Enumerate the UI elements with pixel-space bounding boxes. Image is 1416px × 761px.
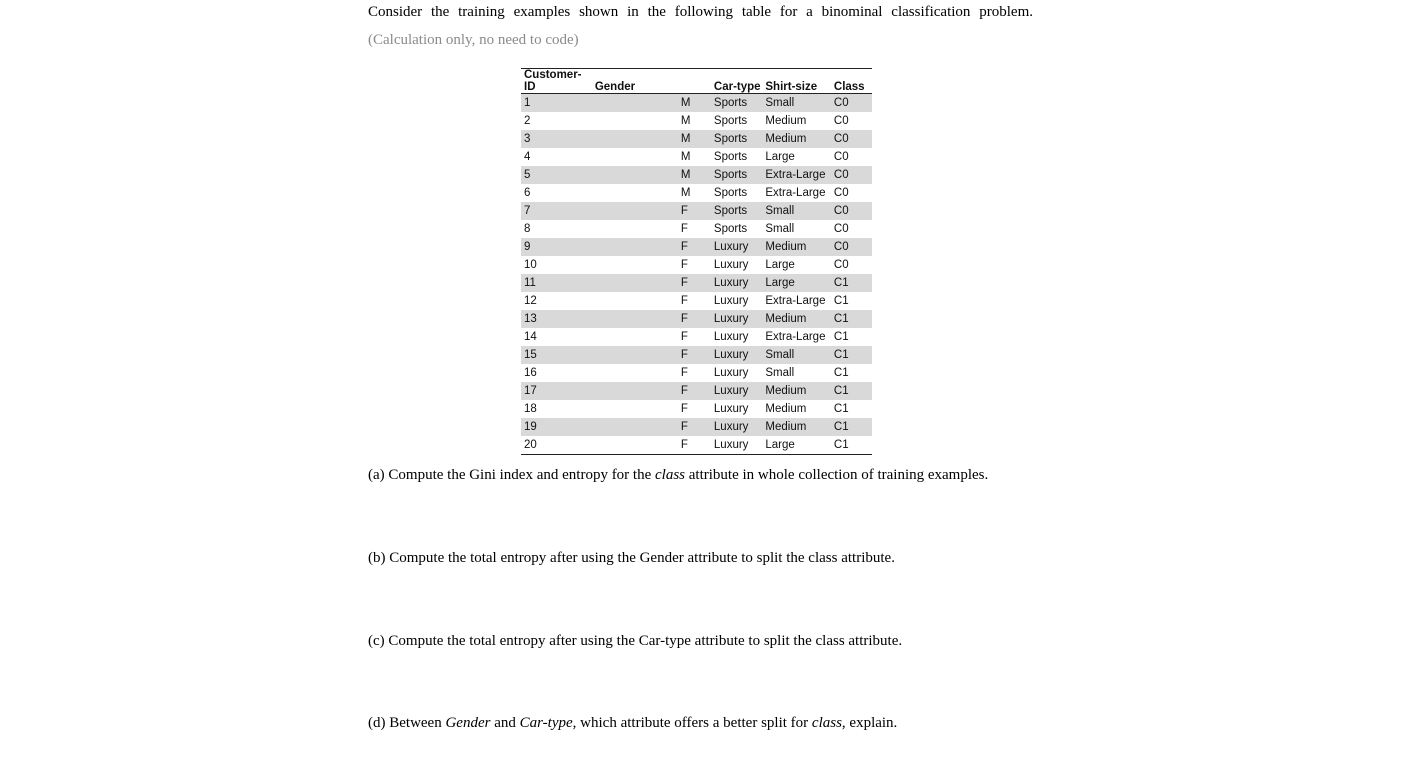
table-row [521,220,872,238]
cell-shirt-size: Medium [762,418,831,436]
cell-shirt-size: Medium [765,403,807,415]
question-d-text-3: , which attribute offers a better split for [572,715,812,731]
cell-class: C1 [833,295,849,307]
table-row [521,130,872,148]
cell-customer-id: 7 [521,202,592,220]
question-d-text-1: (d) Between [368,715,446,731]
cell-customer-id: 2 [524,115,531,127]
cell-car-type: Luxury [711,382,762,400]
cell-class: C0 [833,151,849,163]
cell-car-type: Luxury [711,418,762,436]
question-a-text: (a) Compute the Gini index and entropy for the [368,467,656,483]
cell-class: C0 [833,223,849,235]
table-row [521,238,872,256]
cell-car-type: Luxury [713,403,749,415]
cell-gender: F [680,223,688,235]
question-a-emphasis: class [655,467,686,483]
question-d-text-4: , explain. [841,715,898,731]
header-car-type: Car-type [711,69,762,94]
cell-customer-id: 10 [524,259,537,271]
question-d-text-2: and [490,715,520,731]
cell-car-type: Sports [713,151,748,163]
cell-customer-id: 17 [521,382,592,400]
table-row [521,166,872,184]
cell-shirt-size: Medium [762,130,831,148]
cell-class: C1 [831,436,872,455]
table-header-row [521,69,872,94]
cell-class: C1 [833,403,849,415]
cell-car-type: Sports [711,166,762,184]
cell-customer-id: 5 [521,166,592,184]
cell-gender: M [592,94,711,113]
cell-customer-id: 9 [521,238,592,256]
cell-shirt-size: Extra-Large [765,295,826,307]
cell-class: C0 [833,259,849,271]
cell-car-type: Sports [711,94,762,113]
table-row [521,436,872,455]
training-examples-table [521,68,872,455]
table-row [521,256,872,274]
table-row [521,328,872,346]
cell-gender: M [680,115,691,127]
cell-car-type: Luxury [711,436,762,455]
table-row [521,148,872,166]
cell-shirt-size: Extra-Large [762,166,831,184]
cell-customer-id: 15 [521,346,592,364]
cell-car-type: Sports [713,223,748,235]
cell-shirt-size: Medium [765,115,807,127]
header-gender: Gender [592,69,711,94]
cell-gender: F [680,367,688,379]
question-c: (c) Compute the total entropy after using the Car-type attribute to split the class attribute. [368,633,903,649]
cell-gender: M [680,151,691,163]
cell-gender: F [592,436,711,455]
question-d-emphasis-car-type: Car-type [519,715,573,731]
header-class: Class [831,69,872,94]
cell-customer-id: 4 [524,151,531,163]
cell-class: C1 [833,367,849,379]
cell-gender: M [680,187,691,199]
cell-customer-id: 13 [521,310,592,328]
cell-shirt-size: Small [765,223,795,235]
cell-shirt-size: Small [765,367,795,379]
cell-customer-id: 6 [524,187,531,199]
cell-customer-id: 20 [521,436,592,455]
cell-car-type: Luxury [711,310,762,328]
cell-car-type: Luxury [713,295,749,307]
cell-customer-id: 1 [521,94,592,113]
cell-gender: F [592,202,711,220]
cell-shirt-size: Large [765,151,795,163]
table-row [521,346,872,364]
cell-car-type: Luxury [713,331,749,343]
cell-shirt-size: Medium [762,238,831,256]
cell-gender: F [680,259,688,271]
table-row [521,184,872,202]
table-body [521,94,872,455]
table-row [521,310,872,328]
cell-car-type: Luxury [711,346,762,364]
cell-class: C0 [833,115,849,127]
question-d [368,714,897,732]
cell-class: C0 [831,238,872,256]
cell-customer-id: 8 [524,223,531,235]
cell-class: C0 [833,187,849,199]
table-row [521,400,872,418]
table-row [521,418,872,436]
question-d-emphasis-class: class [811,715,842,731]
cell-customer-id: 16 [524,367,537,379]
table-row [521,382,872,400]
header-shirt-size: Shirt-size [762,69,831,94]
cell-class: C1 [831,310,872,328]
cell-shirt-size: Small [762,202,831,220]
cell-gender: F [680,403,688,415]
cell-shirt-size: Small [762,346,831,364]
table-row [521,274,872,292]
cell-car-type: Sports [713,115,748,127]
cell-gender: F [680,331,688,343]
table-row [521,94,872,113]
cell-car-type: Luxury [711,238,762,256]
cell-shirt-size: Small [762,94,831,113]
cell-gender: F [592,346,711,364]
table-row [521,364,872,382]
cell-car-type: Sports [711,202,762,220]
cell-gender: F [592,238,711,256]
cell-customer-id: 3 [521,130,592,148]
table-row [521,202,872,220]
table-row [521,112,872,130]
cell-gender: F [592,418,711,436]
cell-class: C1 [831,274,872,292]
cell-shirt-size: Medium [762,382,831,400]
cell-shirt-size: Extra-Large [765,331,826,343]
question-a [368,466,988,484]
cell-shirt-size: Large [765,259,795,271]
cell-gender: M [592,166,711,184]
header-customer-id: Customer-ID [521,69,592,94]
problem-intro: Consider the training examples shown in the following table for a binominal classification problem. [368,4,1033,20]
cell-class: C1 [831,418,872,436]
cell-shirt-size: Extra-Large [765,187,826,199]
cell-customer-id: 19 [521,418,592,436]
cell-class: C0 [831,130,872,148]
cell-customer-id: 11 [521,274,592,292]
cell-class: C1 [833,331,849,343]
cell-shirt-size: Medium [762,310,831,328]
cell-customer-id: 18 [524,403,537,415]
cell-customer-id: 12 [524,295,537,307]
cell-shirt-size: Large [762,436,831,455]
cell-car-type: Luxury [713,367,749,379]
cell-customer-id: 14 [524,331,537,343]
cell-class: C1 [831,382,872,400]
cell-class: C1 [831,346,872,364]
cell-car-type: Luxury [713,259,749,271]
cell-gender: F [592,274,711,292]
question-d-emphasis-gender: Gender [445,715,491,731]
question-a-text-end: attribute in whole collection of training examples. [685,467,989,483]
cell-shirt-size: Large [762,274,831,292]
calculation-note: (Calculation only, no need to code) [368,32,579,48]
cell-gender: F [680,295,688,307]
cell-car-type: Sports [713,187,748,199]
cell-gender: M [592,130,711,148]
cell-car-type: Luxury [711,274,762,292]
cell-gender: F [592,310,711,328]
cell-car-type: Sports [711,130,762,148]
cell-class: C0 [831,202,872,220]
cell-class: C0 [831,166,872,184]
question-b: (b) Compute the total entropy after using the Gender attribute to split the class attribute. [368,550,895,566]
cell-class: C0 [831,94,872,113]
cell-gender: F [592,382,711,400]
table-row [521,292,872,310]
